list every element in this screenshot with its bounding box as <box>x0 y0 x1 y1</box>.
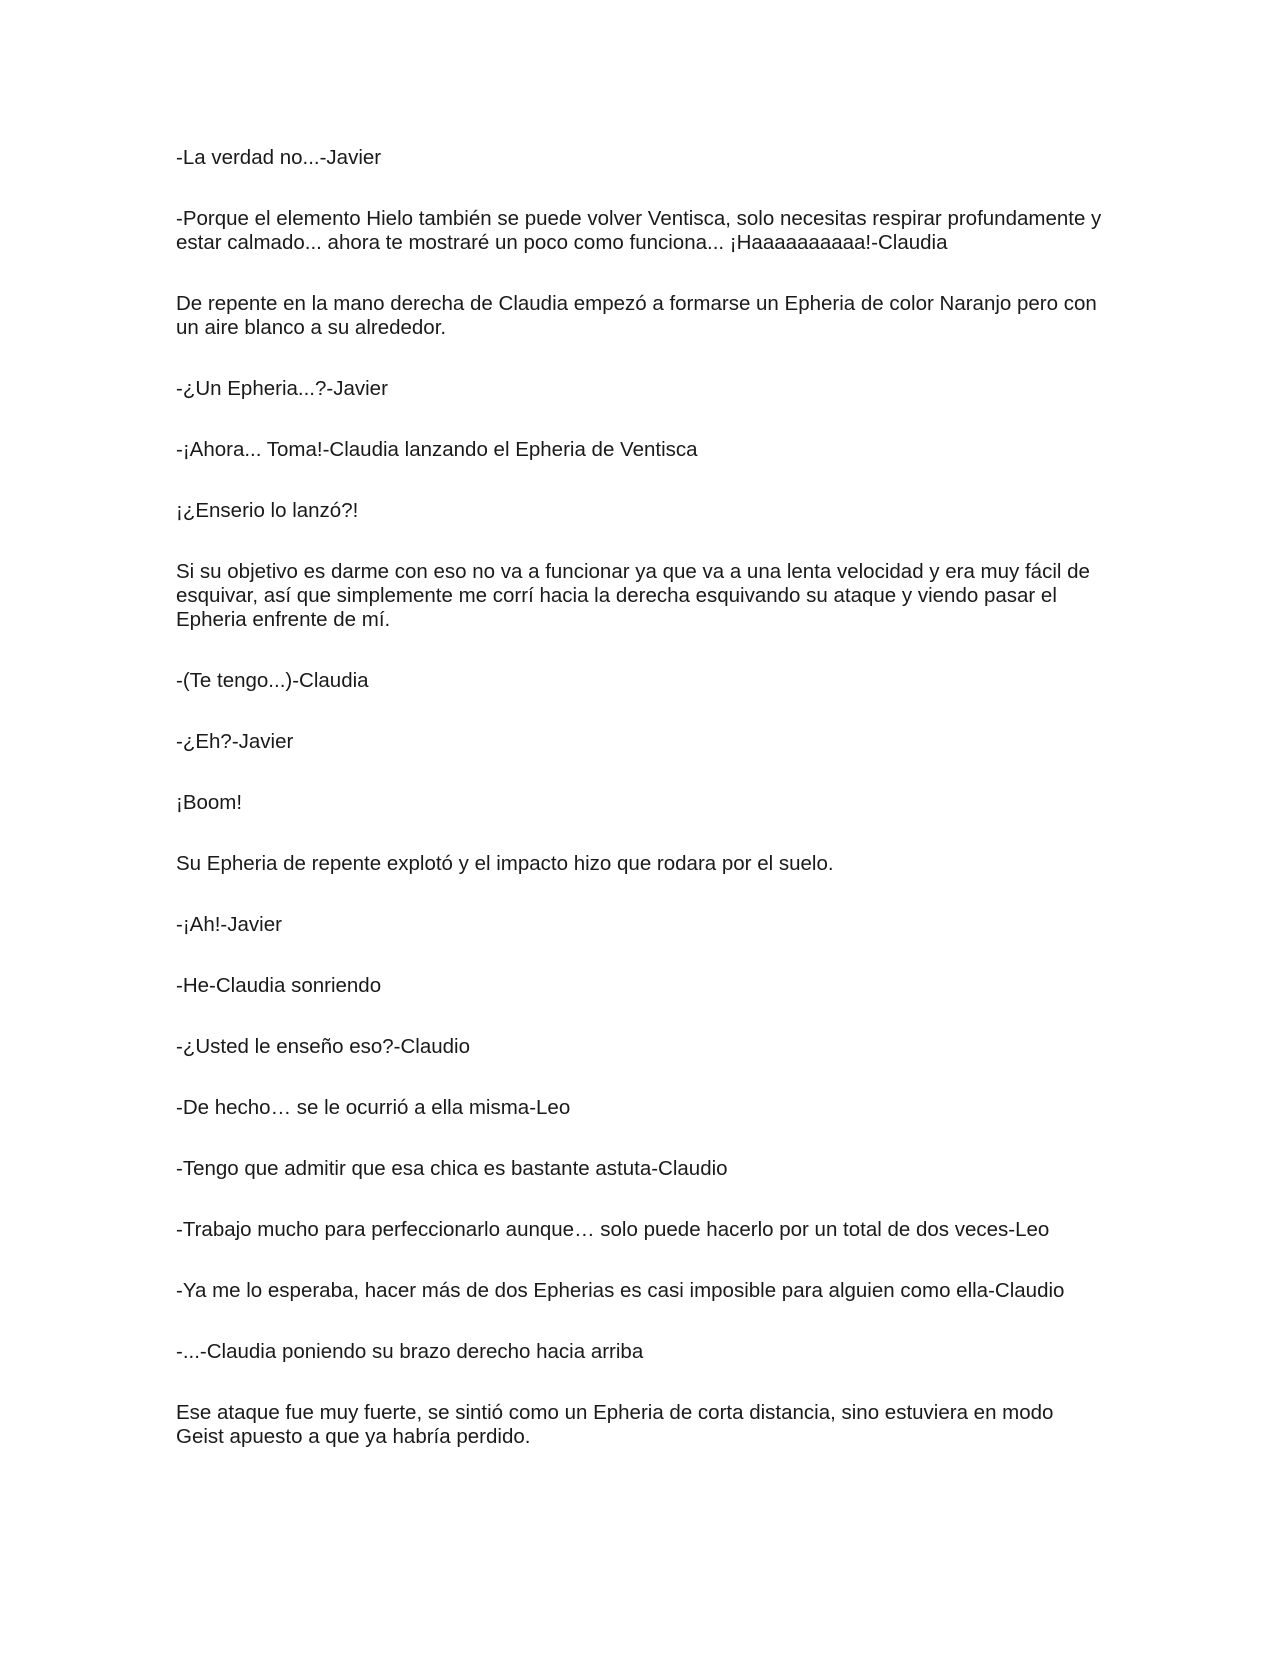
paragraph: -¿Un Epheria...?-Javier <box>176 377 388 400</box>
paragraph: -Tengo que admitir que esa chica es bastante astuta-Claudio <box>176 1157 728 1180</box>
paragraph: ¡Boom! <box>176 791 243 814</box>
paragraph: -Trabajo mucho para perfeccionarlo aunque… solo puede hacerlo por un total de dos veces-Leo <box>176 1218 1050 1241</box>
paragraph: De repente en la mano derecha de Claudia empezó a formarse un Epheria de color Naranjo pero con un aire blanco a su alrededor. <box>176 292 1097 339</box>
paragraph: -...-Claudia poniendo su brazo derecho hacia arriba <box>176 1340 644 1363</box>
paragraph: Si su objetivo es darme con eso no va a funcionar ya que va a una lenta velocidad y era muy fácil de esquivar, así que simplemente me corrí hacia la derecha esquivando su ataque y viendo pasar el Epheria enfrente de mí. <box>176 560 1090 631</box>
paragraph: Su Epheria de repente explotó y el impacto hizo que rodara por el suelo. <box>176 852 834 875</box>
document-body <box>176 146 1106 1486</box>
paragraph: ¡¿Enserio lo lanzó?! <box>176 499 359 522</box>
paragraph: -La verdad no...-Javier <box>176 146 382 169</box>
paragraph: -¿Eh?-Javier <box>176 730 294 753</box>
paragraph: -He-Claudia sonriendo <box>176 974 382 997</box>
paragraph: -Porque el elemento Hielo también se puede volver Ventisca, solo necesitas respirar profundamente y estar calmado... ahora te mostraré un poco como funciona... ¡Haaaaaaaaaa!-Claudia <box>176 207 1102 254</box>
paragraph: -¿Usted le enseño eso?-Claudio <box>176 1035 470 1058</box>
paragraph: -¡Ah!-Javier <box>176 913 282 936</box>
paragraph: -De hecho… se le ocurrió a ella misma-Leo <box>176 1096 571 1119</box>
paragraph: -¡Ahora... Toma!-Claudia lanzando el Epheria de Ventisca <box>176 438 698 461</box>
paragraph: -(Te tengo...)-Claudia <box>176 669 369 692</box>
paragraph: -Ya me lo esperaba, hacer más de dos Epherias es casi imposible para alguien como ella-Claudio <box>176 1279 1065 1302</box>
paragraph: Ese ataque fue muy fuerte, se sintió como un Epheria de corta distancia, sino estuviera en modo Geist apuesto a que ya habría perdido. <box>176 1401 1054 1448</box>
